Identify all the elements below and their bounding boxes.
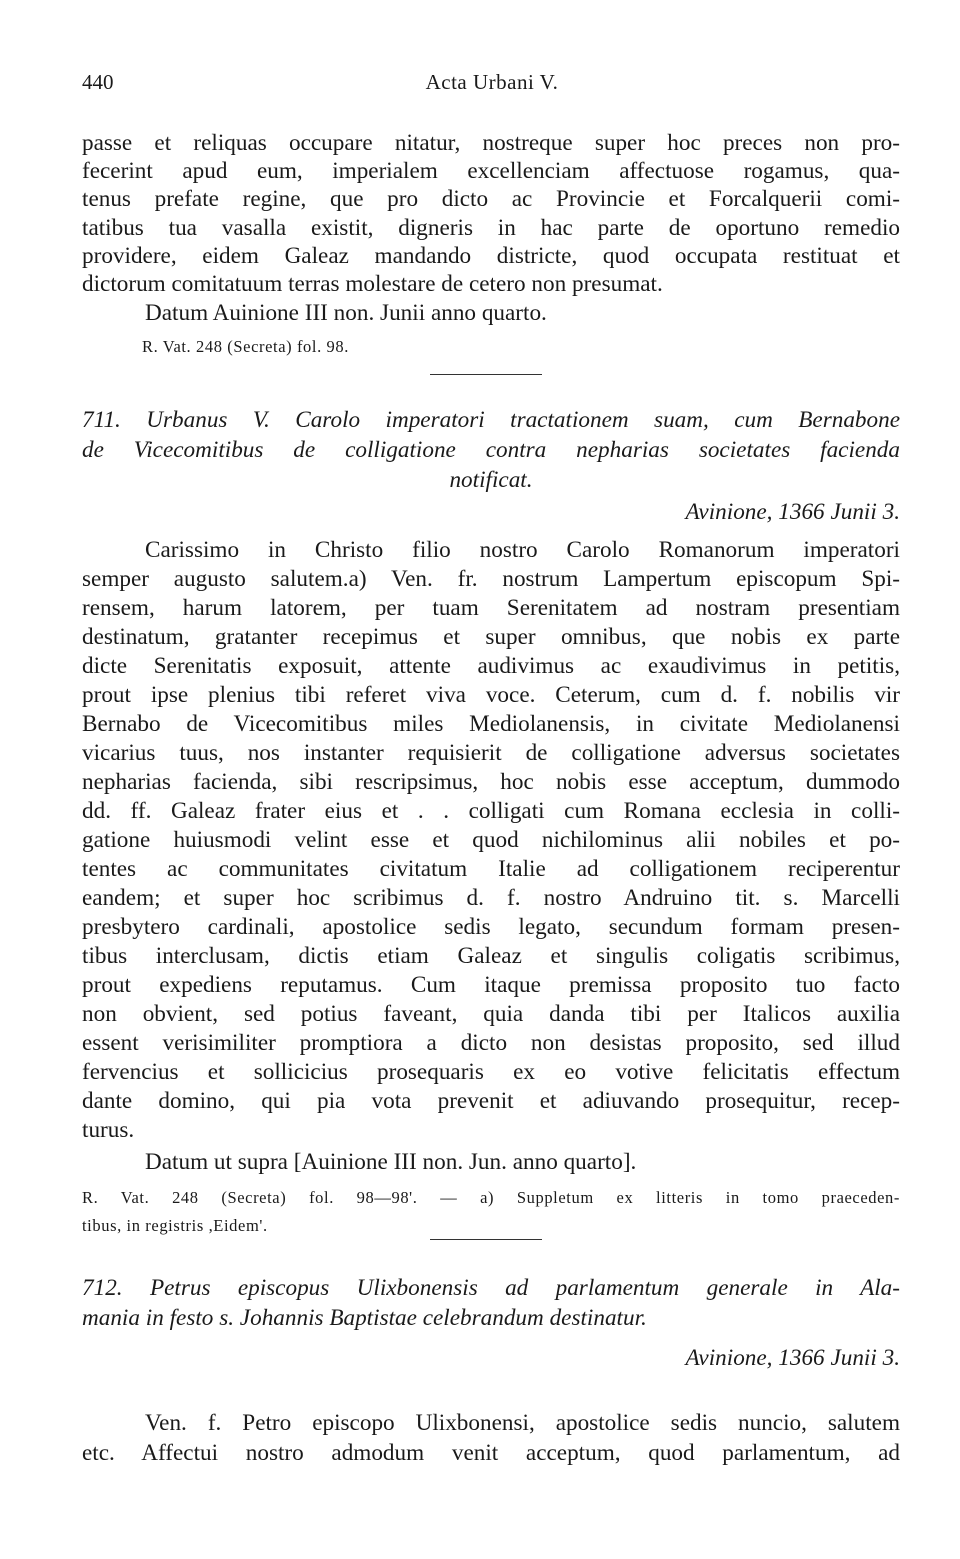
section-divider <box>430 1239 542 1240</box>
text-line: nepharias facienda, sibi rescripsimus, hoc nobis esse acceptum, dummodo <box>82 769 900 795</box>
text-line: fecerint apud eum, imperialem excellenciam affectuose rogamus, qua- <box>82 158 900 184</box>
doc-heading-text: Petrus episcopus Ulixbonensis ad parlamentum generale in Ala- <box>149 1275 900 1301</box>
text-line: tibus interclusam, dictis etiam Galeaz et singulis coligatis scribimus, <box>82 943 900 969</box>
text-line: tatibus tua vasalla existit, digneris in hac parte de oportuno remedio <box>82 215 900 241</box>
doc-heading-line: notificat. <box>449 467 533 493</box>
place-date: Avinione, 1366 Junii 3. <box>685 499 900 525</box>
doc-heading-line <box>82 405 900 435</box>
text-line: dictorum comitatuum terras molestare de cetero non presumat. <box>82 271 663 297</box>
text-line: turus. <box>82 1117 135 1143</box>
text-line: passe et reliquas occupare nitatur, nostreque super hoc preces non pro- <box>82 130 900 156</box>
text-line: tenus prefate regine, que pro dicto ac Provincie et Forcalquerii comi- <box>82 186 900 212</box>
datum-line: Datum ut supra [Auinione III non. Jun. anno quarto]. <box>145 1149 637 1175</box>
text-line: etc. Affectui nostro admodum venit acceptum, quod parlamentum, ad <box>82 1440 900 1466</box>
source-note: R. Vat. 248 (Secreta) fol. 98—98'. — a) Suppletum ex litteris in tomo praeceden- <box>82 1188 900 1207</box>
text-line: prout expediens reputamus. Cum itaque premissa proposito tuo facto <box>82 972 900 998</box>
text-line: dd. ff. Galeaz frater eius et . . colligati cum Romana ecclesia in colli- <box>82 798 900 824</box>
place-date: Avinione, 1366 Junii 3. <box>685 1345 900 1371</box>
running-header <box>82 70 902 100</box>
text-line: gatione huiusmodi velint esse et quod nichilominus alii nobiles et po- <box>82 827 900 853</box>
page-number: 440 <box>82 70 114 94</box>
text-line: essent verisimiliter promptiora a dicto non desistas proposito, sed illud <box>82 1030 900 1056</box>
doc-number: 712. <box>82 1275 123 1301</box>
text-line: dante domino, qui pia vota prevenit et adiuvando prosequitur, recep- <box>82 1088 900 1114</box>
text-line: prout ipse plenius tibi referet viva voce. Ceterum, cum d. f. nobilis vir <box>82 682 900 708</box>
text-line: Carissimo in Christo filio nostro Carolo Romanorum imperatori <box>145 537 900 563</box>
text-line: vicarius tuus, nos instanter requisierit de colligatione adversus societates <box>82 740 900 766</box>
section-divider <box>430 374 542 375</box>
datum-line: Datum Auinione III non. Junii anno quarto. <box>145 300 547 326</box>
text-line: destinatum, gratanter recepimus et super omnibus, que nobis ex parte <box>82 624 900 650</box>
text-line: tentes ac communitates civitatum Italie ad colligationem reciperentur <box>82 856 900 882</box>
text-line: presbytero cardinali, apostolice sedis legato, secundum formam presen- <box>82 914 900 940</box>
text-line: eandem; et super hoc scribimus d. f. nostro Andruino tit. s. Marcelli <box>82 885 900 911</box>
source-note: tibus, in registris ,Eidem'. <box>82 1216 268 1235</box>
source-note: R. Vat. 248 (Secreta) fol. 98. <box>142 337 349 356</box>
doc-heading-line <box>82 1273 900 1303</box>
doc-number: 711. <box>82 407 121 433</box>
text-line: Ven. f. Petro episcopo Ulixbonensi, apostolice sedis nuncio, salutem <box>145 1410 900 1436</box>
doc-heading-line: mania in festo s. Johannis Baptistae celebrandum destinatur. <box>82 1305 647 1331</box>
doc-heading-line: de Vicecomitibus de colligatione contra nepharias societates facienda <box>82 437 900 463</box>
doc-heading-text: Urbanus V. Carolo imperatori tractationem suam, cum Bernabone <box>146 407 900 433</box>
text-line: dicte Serenitatis exposuit, attente audivimus ac exaudivimus in petitis, <box>82 653 900 679</box>
text-line: Bernabo de Vicecomitibus miles Mediolanensis, in civitate Mediolanensi <box>82 711 900 737</box>
running-title: Acta Urbani V. <box>425 70 559 94</box>
text-line: semper augusto salutem.a) Ven. fr. nostrum Lampertum episcopum Spi- <box>82 566 900 592</box>
text-line: non obvient, sed potius faveant, quia danda tibi per Italicos auxilia <box>82 1001 900 1027</box>
text-line: fervencius et sollicicius prosequaris ex eo votive felicitatis effectum <box>82 1059 900 1085</box>
text-line: providere, eidem Galeaz mandando districte, quod occupata restituat et <box>82 243 900 269</box>
text-line: rensem, harum latorem, per tuam Serenitatem ad nostram presentiam <box>82 595 900 621</box>
